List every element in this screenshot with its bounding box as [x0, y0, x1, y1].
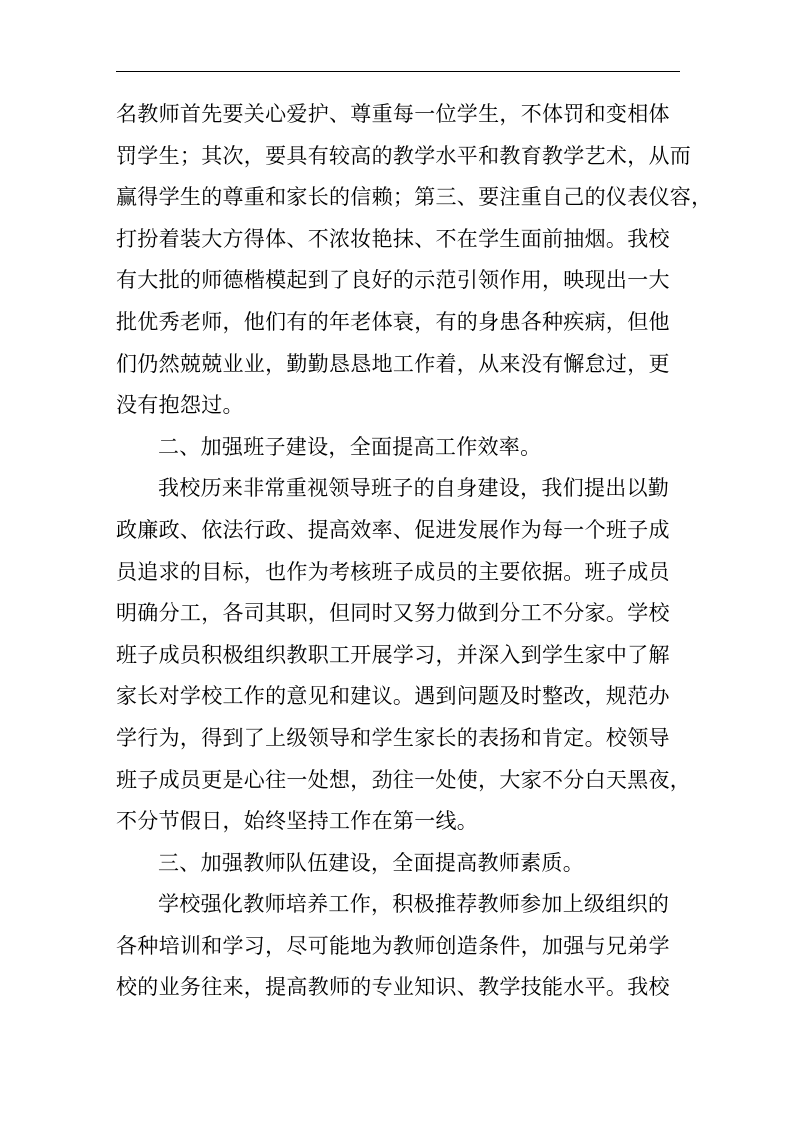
- section-heading: 三、加强教师队伍建设，全面提高教师素质。: [158, 850, 584, 875]
- text-line: 班子成员更是心往一处想，劲往一处使，大家不分白天黑夜，: [116, 767, 692, 792]
- document-body: [116, 94, 713, 1009]
- text-line: 打扮着装大方得体、不浓妆艳抹、不在学生面前抽烟。我校: [116, 226, 670, 251]
- text-line: 赢得学生的尊重和家长的信赖；第三、要注重自己的仪表仪容，: [116, 185, 713, 210]
- text-line: 我校历来非常重视领导班子的自身建设，我们提出以勤: [158, 476, 670, 501]
- text-line: 学校强化教师培养工作，积极推荐教师参加上级组织的: [158, 892, 670, 917]
- text-line: 们仍然兢兢业业，勤勤恳恳地工作着，从来没有懈怠过，更: [116, 351, 670, 376]
- text-line: 政廉政、依法行政、提高效率、促进发展作为每一个班子成: [116, 517, 670, 542]
- header-rule: [116, 71, 680, 72]
- text-line: 员追求的目标，也作为考核班子成员的主要依据。班子成员: [116, 559, 670, 584]
- text-line: 名教师首先要关心爱护、尊重每一位学生，不体罚和变相体: [116, 102, 670, 126]
- text-line: 不分节假日，始终坚持工作在第一线。: [116, 809, 479, 834]
- text-line: 学行为，得到了上级领导和学生家长的表扬和肯定。校领导: [116, 725, 670, 750]
- text-line: 有大批的师德楷模起到了良好的示范引领作用，映现出一大: [116, 268, 670, 293]
- section-heading: 二、加强班子建设，全面提高工作效率。: [158, 434, 542, 459]
- text-line: 明确分工，各司其职，但同时又努力做到分工不分家。学校: [116, 601, 670, 626]
- text-line: 批优秀老师，他们有的年老体衰，有的身患各种疾病，但他: [116, 309, 670, 334]
- text-line: 罚学生；其次，要具有较高的教学水平和教育教学艺术，从而: [116, 143, 692, 168]
- text-line: 各种培训和学习，尽可能地为教师创造条件，加强与兄弟学: [116, 933, 670, 958]
- text-line: 校的业务往来，提高教师的专业知识、教学技能水平。我校: [116, 975, 670, 1000]
- text-line: 没有抱怨过。: [116, 393, 244, 418]
- text-line: 家长对学校工作的意见和建议。遇到问题及时整改，规范办: [116, 684, 670, 709]
- text-line: 班子成员积极组织教职工开展学习，并深入到学生家中了解: [116, 642, 670, 667]
